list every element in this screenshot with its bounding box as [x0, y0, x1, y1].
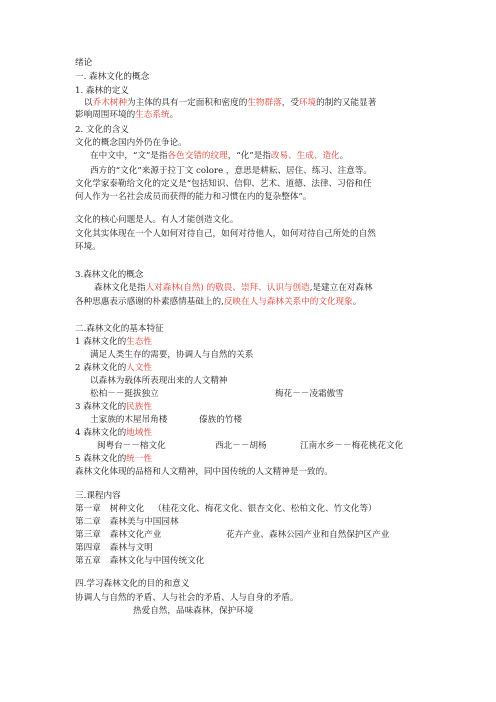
text-run: 以: [84, 98, 93, 108]
culture-line-4: 文化学家泰勒给文化的定义是“包括知识、信仰、艺术、道德、法律、习俗和任: [75, 179, 372, 189]
highlight-text: 民族性: [126, 402, 152, 412]
feature-5-heading: [75, 453, 152, 465]
highlight-text: 各色交错的纹理: [167, 151, 228, 161]
highlight-text: 乔木树种: [92, 98, 127, 108]
culture-line-3: 西方的“文化”来源于拉丁文 colore ，意思是耕耘、居住、练习、注意等。: [90, 166, 372, 176]
feature-3-heading: [75, 401, 152, 413]
text-run: 在中文中，“文”是指: [90, 151, 168, 161]
highlight-text: 环境: [298, 98, 317, 108]
chapter-number: 第三章: [75, 530, 101, 540]
chapter-title: 树种文化: [109, 504, 145, 514]
text-run: 各种思惠表示感谢的朴素感情基础上的,: [75, 297, 224, 307]
feature-4-heading: [75, 427, 152, 439]
feature-3-example-2: 傣族的竹楼: [199, 415, 242, 425]
purpose-line-1: 协调人与自然的矛盾、人与社会的矛盾、人与自身的矛盾。: [75, 593, 299, 603]
culture-meaning-label: 2. 文化的含义: [75, 125, 129, 135]
forest-definition-label: 1. 森林的定义: [75, 86, 129, 96]
text-run: 。: [169, 110, 179, 120]
feature-3-example-1: 土家族的木屋吊角楼: [90, 415, 168, 425]
text-run: 。: [352, 297, 362, 307]
chapter-2: [75, 516, 179, 528]
highlight-text: 人文性: [126, 363, 152, 373]
chapter-title: 森林美与中国园林: [109, 517, 179, 527]
highlight-text: 人对森林(自然) 的敬畏、崇拜、认识与创造: [145, 283, 310, 293]
text-run: 的制约又能显著: [316, 98, 377, 108]
chapter-3: [75, 529, 161, 541]
text-run: 。: [339, 151, 349, 161]
chapter-number: 第一章: [75, 504, 101, 514]
culture-core-line-2: 文化其实体现在一个人如何对待自己，如何对待他人，如何对待自己所处的自然: [75, 229, 376, 239]
feature-1-text: 满足人类生存的需要，协调人与自然的关系: [90, 350, 254, 360]
text-run: 1 森林文化的: [75, 337, 127, 347]
feature-4-example-3: 江南水乡－－梅花桃花文化: [300, 441, 404, 451]
highlight-text: 统一性: [126, 454, 152, 464]
feature-4-example-2: 西北－－胡杨: [215, 441, 267, 451]
highlight-text: 反映在人与森林关系中的文化现象: [223, 297, 353, 307]
chapter-4: [75, 542, 153, 554]
text-run: 森林文化是指: [94, 283, 146, 293]
text-run: 5 森林文化的: [75, 454, 127, 464]
text-run: 2 森林文化的: [75, 363, 127, 373]
chapter-1: [75, 503, 377, 515]
section-2-heading: 二.森林文化的基本特征: [75, 324, 164, 334]
chapter-3-detail: 花卉产业、森林公园产业和自然保护区产业: [226, 530, 390, 540]
chapter-number: 第二章: [75, 517, 101, 527]
feature-2-heading: [75, 362, 152, 374]
text-run: 3 森林文化的: [75, 402, 127, 412]
highlight-text: 生态系统: [135, 110, 170, 120]
forest-definition-line-2: [75, 109, 178, 121]
chapter-detail: （桂花文化、梅花文化、银杏文化、松柏文化、竹文化等）: [153, 504, 377, 514]
highlight-text: 地域性: [126, 428, 152, 438]
culture-core-line-3: 环境。: [75, 242, 101, 252]
chapter-number: 第四章: [75, 543, 101, 553]
chapter-5: [75, 555, 204, 567]
culture-line-5: 何人作为一名社会成员而获得的能力和习惯在内的复杂整体”。: [75, 192, 312, 202]
feature-2-text: 以森林为载体所表现出来的人文精神: [90, 376, 228, 386]
text-run: ,是建立在对森林: [309, 283, 373, 293]
chapter-title: 森林文化产业: [109, 530, 162, 540]
text-run: ，受: [281, 98, 299, 108]
highlight-text: 改易、生成、造化: [270, 151, 340, 161]
culture-line-1: 文化的概念国内外仍在争论。: [75, 138, 187, 148]
forest-definition-line-1: [84, 97, 376, 109]
forest-culture-concept-line-2: [75, 296, 361, 308]
text-run: 4 森林文化的: [75, 428, 127, 438]
section-3-heading: 三.课程内容: [75, 491, 121, 501]
chapter-title: 森林文化与中国传统文化: [109, 556, 205, 566]
forest-culture-concept-line-1: [94, 282, 373, 294]
text-run: 影响周围环境的: [75, 110, 136, 120]
text-run: ，“化”是指: [227, 151, 271, 161]
culture-core-line-1: 文化的核心问题是人。有人才能创造文化。: [75, 215, 239, 225]
feature-5-text: 森林文化体现的品格和人文精神，同中国传统的人文精神是一致的。: [75, 467, 333, 477]
highlight-text: 生物群落: [247, 98, 282, 108]
highlight-text: 生态性: [126, 337, 152, 347]
feature-2-example-1: 松柏－－挺拔独立: [90, 389, 159, 399]
chapter-number: 第五章: [75, 556, 101, 566]
doc-title: 绪论: [75, 58, 93, 68]
purpose-line-2: 热爱自然，品味森林，保护环境: [133, 606, 254, 616]
section-4-heading: 四.学习森林文化的目的和意义: [75, 579, 190, 589]
feature-1-heading: [75, 336, 152, 348]
text-run: 为主体的具有一定面积和密度的: [127, 98, 248, 108]
feature-4-example-1: 闽粤台－－榕文化: [97, 441, 166, 451]
culture-line-2: [90, 150, 348, 162]
forest-culture-concept-label: 3.森林文化的概念: [75, 270, 144, 280]
feature-2-example-2: 梅花－－凌霜傲雪: [275, 389, 344, 399]
section-1-heading: 一. 森林文化的概念: [75, 72, 150, 82]
chapter-title: 森林与文明: [109, 543, 153, 553]
